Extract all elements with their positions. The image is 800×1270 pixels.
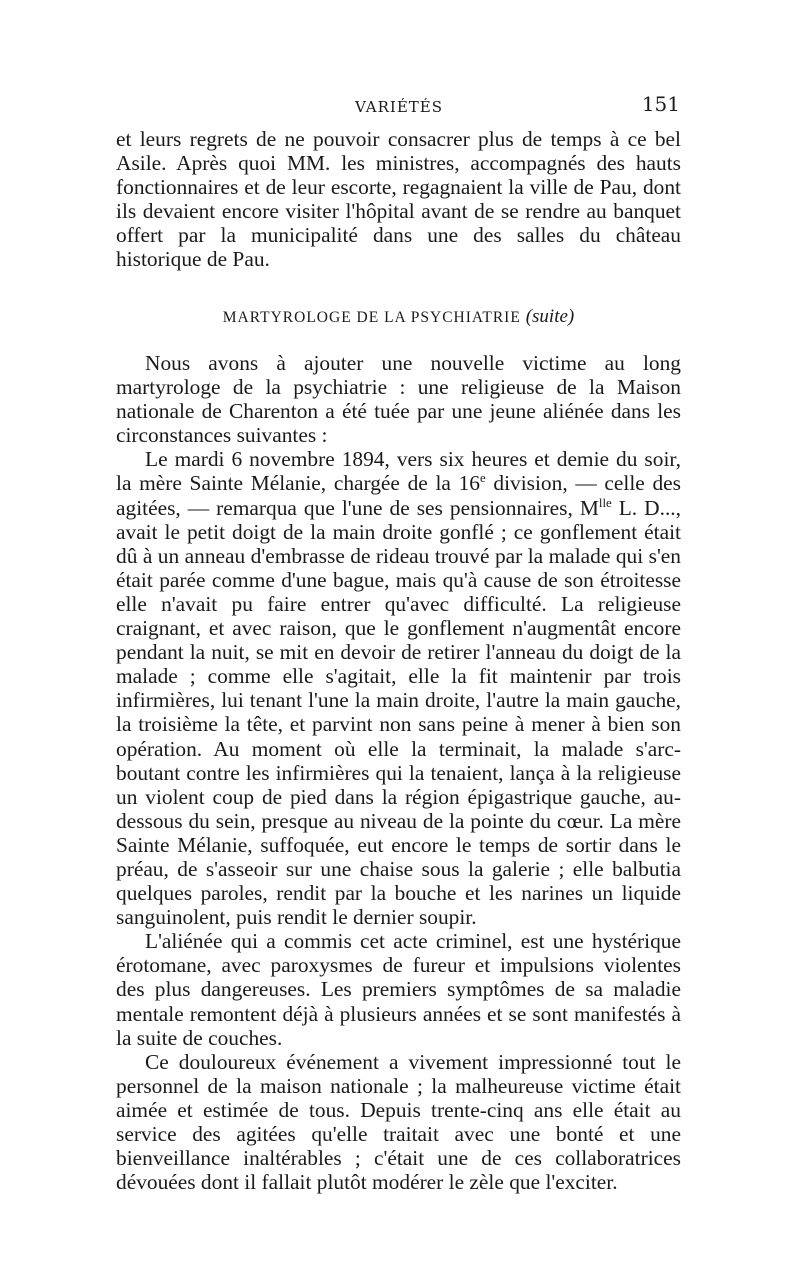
article-body: [116, 351, 681, 1194]
paragraph-1: Nous avons à ajouter une nouvelle victime au long martyrologe de la psychiatrie : une religieuse de la Maison nationale de Charenton a été tuée par une jeune aliénée dans les circonstances suivantes :: [116, 351, 681, 448]
running-head: [118, 92, 680, 122]
paragraph-4: Ce douloureux événement a vivement impressionné tout le personnel de la maison nationale ; la malheureuse victime était aimée et estimée de tous. Depuis trente-cinq ans elle était au service des agitées qu'elle traitait avec une bonté et une bienveillance inaltérables ; c'était une de ces collaboratrices dévouées dont il fallait plutôt modérer le zèle que l'exciter.: [116, 1049, 681, 1195]
section-heading-title: MARTYROLOGE DE LA PSYCHIATRIE: [222, 309, 521, 326]
page-number: 151: [641, 92, 680, 116]
running-title: VARIÉTÉS: [354, 98, 444, 116]
paragraph-2-part-b: division, — celle des agitées, — remarqua que l'une de ses pensionnaires, M: [116, 471, 681, 520]
continuation-paragraph: et leurs regrets de ne pouvoir consacrer plus de temps à ce bel Asile. Après quoi MM. les ministres, accompagnés des hauts fonctionnaires et de leur escorte, regagnaient la ville de Pau, dont ils devaient encore visiter l'hôpital avant de se rendre au banquet offert par la municipalité dans une des salles du château historique de Pau.: [116, 127, 681, 272]
paragraph-2-superscript-lle: lle: [598, 495, 612, 510]
paragraph-2: [116, 447, 681, 929]
section-heading: [116, 306, 681, 328]
paragraph-2-superscript-e: e: [480, 471, 486, 486]
paragraph-3: L'aliénée qui a commis cet acte criminel, est une hystérique érotomane, avec paroxysmes de fureur et impulsions violentes des plus dangereuses. Les premiers symptômes de sa maladie mentale remontent déjà à plusieurs années et se sont manifestés à la suite de couches.: [116, 929, 681, 1050]
section-heading-suffix: (suite): [525, 306, 575, 327]
paragraph-2-part-a: Le mardi 6 novembre 1894, vers six heures et demie du soir, la mère Sainte Mélanie, chargée de la 16: [116, 447, 681, 496]
continuation-paragraph-block: [116, 127, 681, 272]
paragraph-2-part-c: L. D..., avait le petit doigt de la main droite gonflé ; ce gonflement était dû à un anneau d'embrasse de rideau trouvé par la malade qui s'en était parée comme d'une bague, mais qu'à cause de son étroitesse elle n'avait pu faire entrer qu'avec difficulté. La religieuse craignant, et avec raison, que le gonflement n'augmentât encore pendant la nuit, se mit en devoir de retirer l'anneau du doigt de la malade ; comme elle s'agitait, elle la fit maintenir par trois infirmières, lui tenant l'une la main droite, l'autre la main gauche, la troisième la tête, et parvint non sans peine à mener à bien son opération. Au moment où elle la terminait, la malade s'arc-boutant contre les infirmières qui la tenaient, lança à la religieuse un violent coup de pied dans la région épigastrique gauche, au-dessous du sein, presque au niveau de la pointe du cœur. La mère Sainte Mélanie, suffoquée, eut encore le temps de sortir dans le préau, de s'asseoir sur une chaise sous la galerie ; elle balbutia quelques paroles, rendit par la bouche et les narines un liquide sanguinolent, puis rendit le dernier soupir.: [116, 495, 681, 930]
